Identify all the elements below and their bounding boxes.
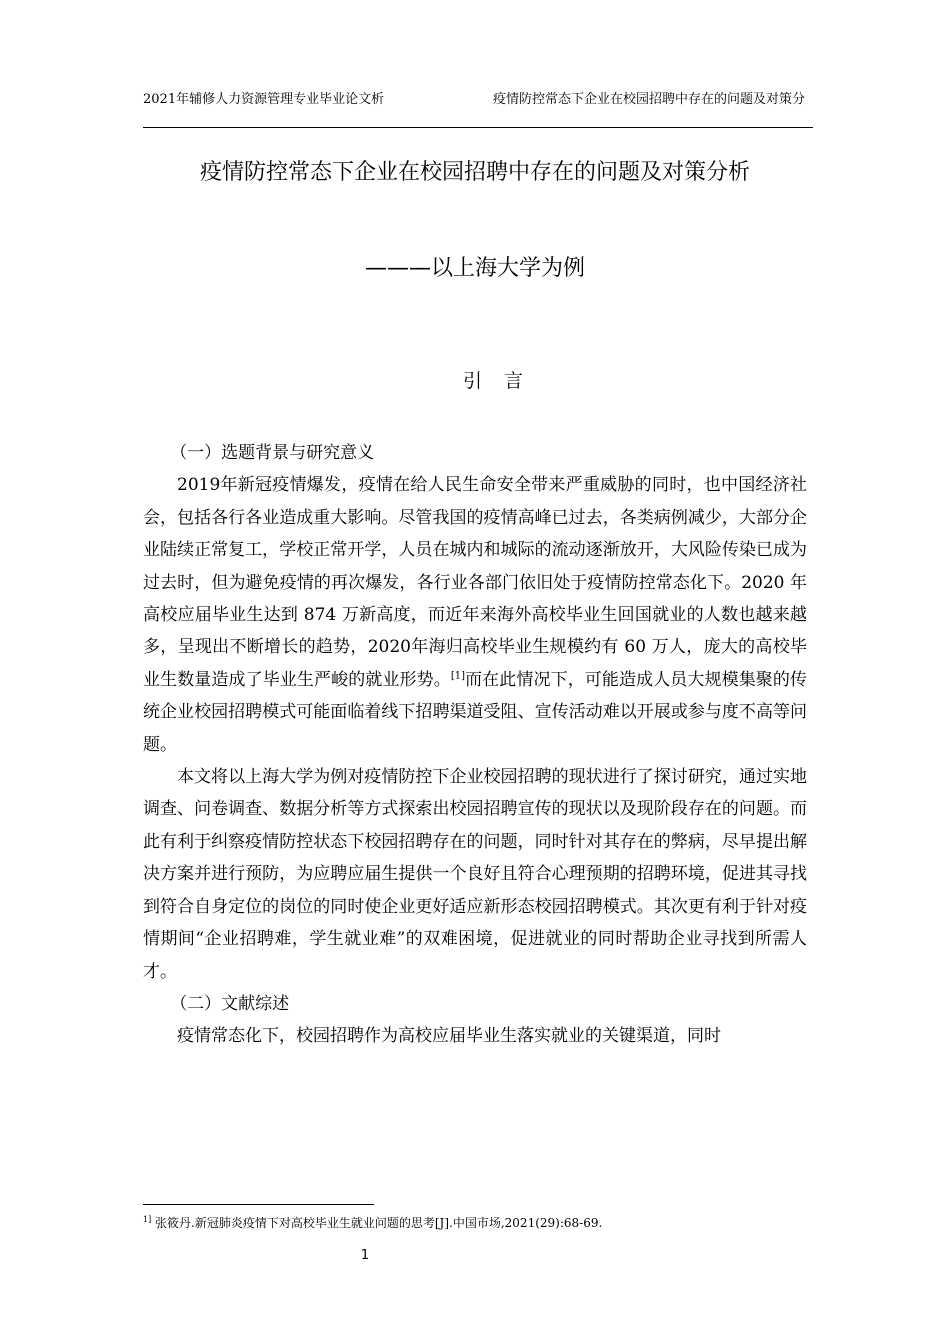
footnote-reference: [1] [450, 670, 465, 682]
subsection-heading-literature: （二）文献综述 [170, 993, 290, 1014]
footnote-text: 张筱丹.新冠肺炎疫情下对高校毕业生就业问题的思考[J].中国市场,2021(29):68-69. [155, 1216, 603, 1230]
body-text [143, 437, 807, 1053]
paragraph-background [143, 469, 807, 761]
page-header [143, 92, 813, 128]
paragraph-significance: 本文将以上海大学为例对疫情防控下企业校园招聘的现状进行了探讨研究，通过实地调查、问卷调查、数据分析等方式探索出校园招聘宣传的现状以及现阶段存在的问题。而此有利于纠察疫情防控状态下校园招聘存在的问题，同时针对其存在的弊病，尽早提出解决方案并进行预防，为应聘应届生提供一个良好且符合心理预期的招聘环境，促进其寻找到符合自身定位的岗位的同时使企业更好适应新形态校园招聘模式。其次更有利于针对疫情期间“企业招聘难，学生就业难”的双难困境，促进就业的同时帮助企业寻找到所需人才。 [143, 767, 807, 982]
document-title: 疫情防控常态下企业在校园招聘中存在的问题及对策分析 [199, 160, 750, 185]
subsection-heading-background: （一）选题背景与研究意义 [170, 443, 375, 463]
paragraph-literature: 疫情常态化下，校园招聘作为高校应届毕业生落实就业的关键渠道，同时 [177, 1026, 721, 1047]
paragraph-background-text: 2019年新冠疫情爆发，疫情在给人民生命安全带来严重威胁的同时，也中国经济社会，包括各行各业造成重大影响。尽管我国的疫情高峰已过去，各类病例减少，大部分企业陆续正常复工，学校正常开学，人员在城内和城际的流动逐渐放开，大风险传染已成为过去时，但为避免疫情的再次爆发，各行业各部门依旧处于疫情防控常态化下。2020 年高校应届毕业生达到 874 万新高度，而近年来海外高校毕业生回国就业的人数也越来越多，呈现出不断增长的趋势，2020年海归高校毕业生规模约有 60 万人，庞大的高校毕业生数量造成了毕业生严峻的就业形势。 [143, 475, 807, 690]
footnote-marker: 1] [143, 1215, 152, 1224]
header-left-text: 2021年辅修人力资源管理专业毕业论文析 [143, 92, 385, 107]
footnote-divider [143, 1204, 374, 1205]
header-right-text: 疫情防控常态下企业在校园招聘中存在的问题及对策分 [492, 92, 805, 107]
footnote [143, 1212, 807, 1231]
paragraph-background-continuation: 而在此情况下，可能造成人员大规模集聚的传统企业校园招聘模式可能面临着线下招聘渠道受阻、宣传活动难以开展或参与度不高等问题。 [143, 669, 807, 755]
section-heading-introduction: 引言 [462, 370, 545, 392]
page-number: 1 [360, 1248, 370, 1263]
document-subtitle: ———以上海大学为例 [364, 256, 585, 281]
